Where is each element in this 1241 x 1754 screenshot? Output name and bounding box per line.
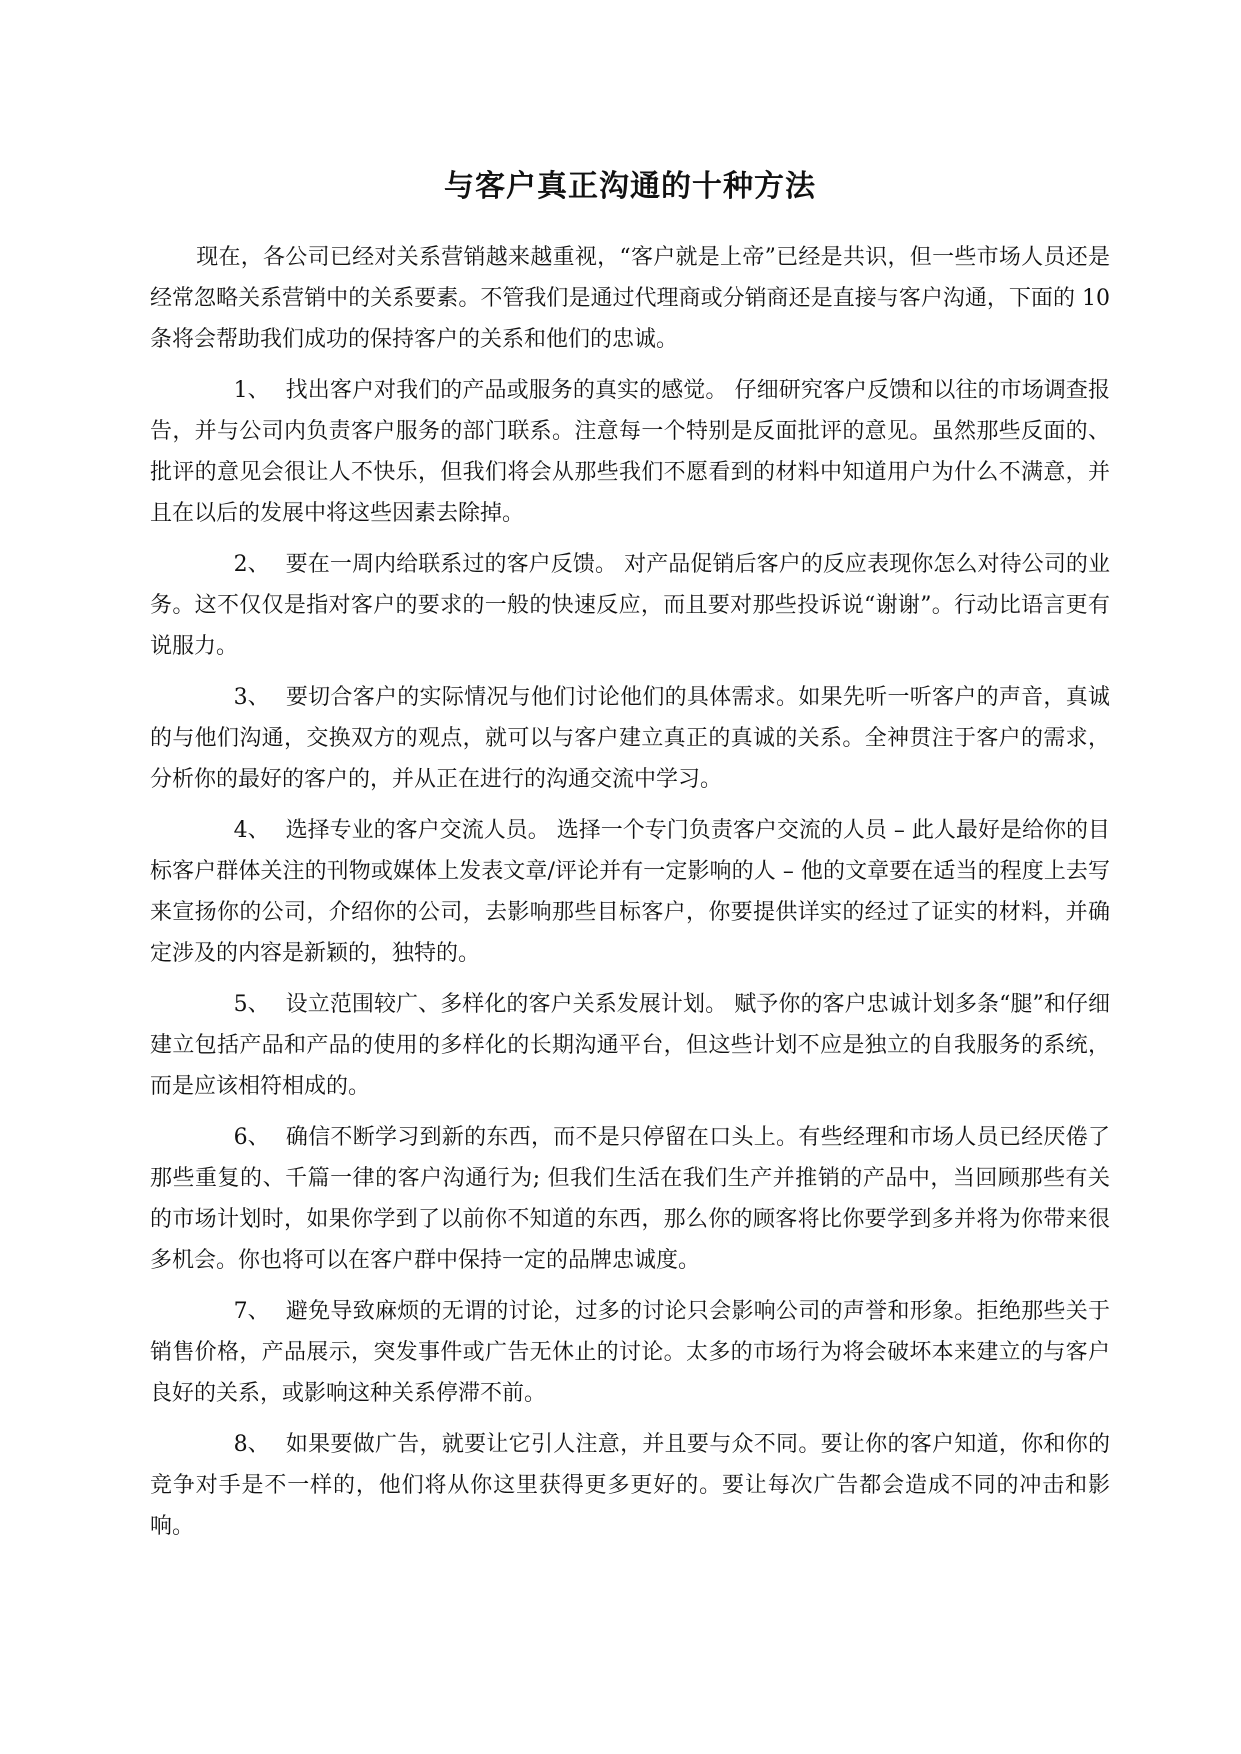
list-item-7 (150, 1291, 1110, 1414)
list-item-number: 5、 (233, 992, 270, 1017)
intro-paragraph: 现在，各公司已经对关系营销越来越重视，“客户就是上帝”已经是共识，但一些市场人员还是经常忽略关系营销中的关系要素。不管我们是通过代理商或分销商还是直接与客户沟通，下面的 10 条将会帮助我们成功的保持客户的关系和他们的忠诚。 (150, 245, 1110, 352)
list-item-number: 2、 (233, 552, 270, 577)
list-item-text: 要切合客户的实际情况与他们讨论他们的具体需求。如果先听一听客户的声音，真诚的与他们沟通，交换双方的观点，就可以与客户建立真正的真诚的关系。全神贯注于客户的需求，分析你的最好的客户的，并从正在进行的沟通交流中学习。 (150, 685, 1110, 792)
list-item-text: 选择专业的客户交流人员。 选择一个专门负责客户交流的人员 – 此人最好是给你的目标客户群体关注的刊物或媒体上发表文章/评论并有一定影响的人 – 他的文章要在适当的程度上去写来宣扬你的公司，介绍你的公司，去影响那些目标客户，你要提供详实的经过了证实的材料，并确定涉及的内容是新颖的，独特的。 (150, 818, 1110, 966)
list-item-number: 1、 (233, 378, 270, 403)
list-item-number: 6、 (233, 1125, 270, 1150)
list-item-text: 找出客户对我们的产品或服务的真实的感觉。 仔细研究客户反馈和以往的市场调查报告，并与公司内负责客户服务的部门联系。注意每一个特别是反面批评的意见。虽然那些反面的、批评的意见会很让人不快乐，但我们将会从那些我们不愿看到的材料中知道用户为什么不满意，并且在以后的发展中将这些因素去除掉。 (150, 378, 1110, 526)
list-item-2 (150, 544, 1110, 667)
list-item-8 (150, 1424, 1110, 1547)
list-item-3 (150, 677, 1110, 800)
list-item-5 (150, 984, 1110, 1107)
list-item-text: 要在一周内给联系过的客户反馈。 对产品促销后客户的反应表现你怎么对待公司的业务。这不仅仅是指对客户的要求的一般的快速反应，而且要对那些投诉说“谢谢”。行动比语言更有说服力。 (150, 552, 1110, 659)
list-item-number: 8、 (233, 1432, 270, 1457)
list-item-text: 避免导致麻烦的无谓的讨论，过多的讨论只会影响公司的声誉和形象。拒绝那些关于销售价格，产品展示，突发事件或广告无休止的讨论。太多的市场行为将会破坏本来建立的与客户良好的关系，或影响这种关系停滞不前。 (150, 1299, 1110, 1406)
list-item-number: 7、 (233, 1299, 270, 1324)
list-item-6 (150, 1117, 1110, 1281)
list-item-number: 3、 (233, 685, 270, 710)
list-item-4 (150, 810, 1110, 974)
document-body (150, 165, 1110, 1557)
list-item-text: 设立范围较广、多样化的客户关系发展计划。 赋予你的客户忠诚计划多条“腿”和仔细建立包括产品和产品的使用的多样化的长期沟通平台，但这些计划不应是独立的自我服务的系统，而是应该相符相成的。 (150, 992, 1110, 1099)
list-item-number: 4、 (233, 818, 270, 843)
list-item-text: 确信不断学习到新的东西，而不是只停留在口头上。有些经理和市场人员已经厌倦了那些重复的、千篇一律的客户沟通行为; 但我们生活在我们生产并推销的产品中，当回顾那些有关的市场计划时，如果你学到了以前你不知道的东西，那么你的顾客将比你要学到多并将为你带来很多机会。你也将可以在客户群中保持一定的品牌忠诚度。 (150, 1125, 1110, 1273)
list-item-1 (150, 370, 1110, 534)
document-title: 与客户真正沟通的十种方法 (444, 169, 816, 204)
list-item-text: 如果要做广告，就要让它引人注意，并且要与众不同。要让你的客户知道，你和你的竞争对手是不一样的，他们将从你这里获得更多更好的。要让每次广告都会造成不同的冲击和影响。 (150, 1432, 1110, 1539)
